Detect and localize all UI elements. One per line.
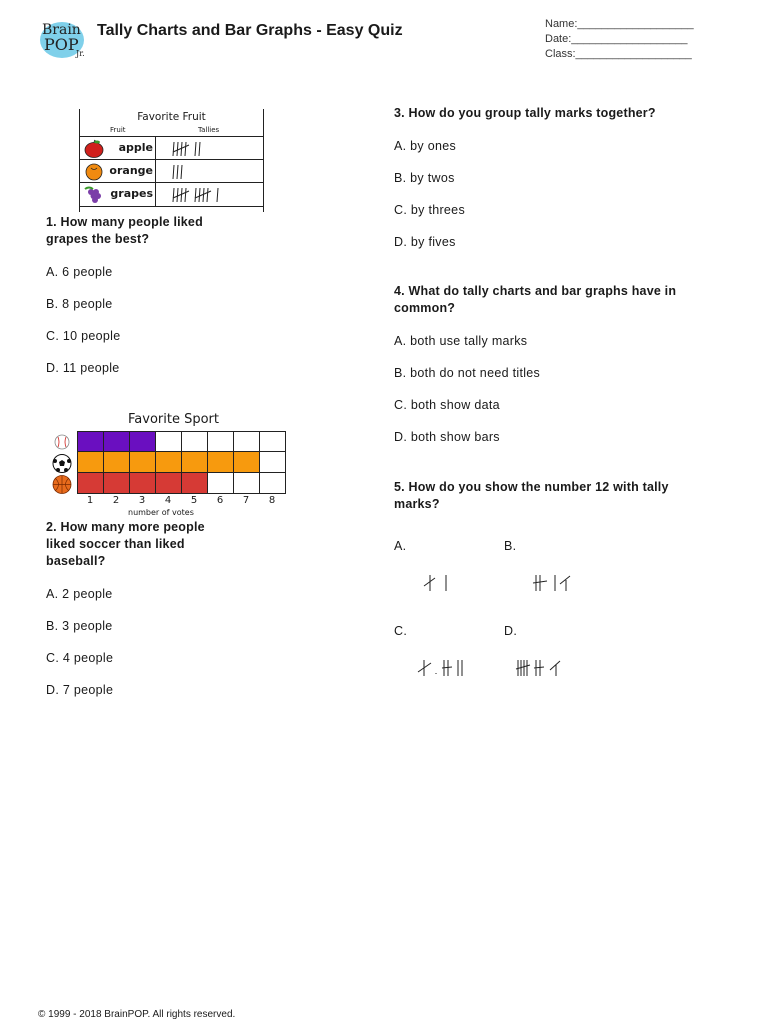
bar-cell-empty bbox=[156, 431, 182, 452]
bar-cell-filled bbox=[130, 473, 156, 494]
question-5-option-b[interactable]: B. bbox=[504, 539, 517, 553]
question-2-prompt: 2. How many more people liked soccer than liked baseball? bbox=[46, 520, 205, 568]
fruit-name-apple: apple bbox=[118, 141, 153, 154]
tally-mark bbox=[173, 142, 174, 156]
chart-title: Favorite Sport bbox=[128, 412, 219, 427]
bar-cell-empty bbox=[208, 473, 234, 494]
x-tick-label: 7 bbox=[242, 495, 250, 506]
x-axis-label: number of votes bbox=[128, 508, 194, 517]
tally-mark bbox=[185, 188, 186, 202]
bar-cell-empty bbox=[260, 452, 286, 473]
question-4-option-b[interactable]: B. both do not need titles bbox=[394, 366, 541, 380]
question-4-prompt: 4. What do tally charts and bar graphs have in common? bbox=[394, 284, 677, 315]
tally-mark bbox=[199, 188, 200, 202]
bar-cell-filled bbox=[130, 431, 156, 452]
question-1-option-a[interactable]: A. 6 people bbox=[46, 265, 113, 279]
grapes-icon bbox=[83, 185, 105, 204]
x-tick-label: 3 bbox=[138, 495, 146, 506]
svg-text:Brain: Brain bbox=[42, 22, 81, 38]
bar-cell-empty bbox=[208, 431, 234, 452]
bar-cell-empty bbox=[260, 473, 286, 494]
tally-mark bbox=[177, 142, 178, 156]
tally-mark bbox=[177, 188, 178, 202]
tally-mark bbox=[173, 165, 174, 179]
favorite-sport-chart bbox=[48, 410, 288, 520]
fruit-table-title: Favorite Fruit bbox=[137, 111, 206, 123]
tally-mark bbox=[181, 188, 182, 202]
question-1-option-b[interactable]: B. 8 people bbox=[46, 297, 113, 311]
fruit-row-grapes bbox=[80, 182, 263, 207]
tally-mark bbox=[199, 142, 200, 156]
bar-cell-filled bbox=[182, 452, 208, 473]
baseball-icon bbox=[48, 432, 74, 453]
bar-cell-empty bbox=[234, 473, 260, 494]
tally-mark bbox=[207, 188, 208, 202]
question-5-option-d[interactable]: D. bbox=[504, 624, 518, 638]
question-5-prompt: 5. How do you show the number 12 with tally marks? bbox=[394, 480, 669, 511]
tally-mark bbox=[217, 188, 218, 202]
x-tick-label: 5 bbox=[190, 495, 198, 506]
bar-cell-empty bbox=[182, 431, 208, 452]
x-tick-label: 1 bbox=[86, 495, 94, 506]
question-5-option-c[interactable]: C. bbox=[394, 624, 408, 638]
tally-marks-apple bbox=[170, 139, 230, 158]
basketball-icon bbox=[48, 474, 74, 495]
x-tick-label: 4 bbox=[164, 495, 172, 506]
date-field[interactable]: Date:___________________ bbox=[545, 33, 688, 45]
bar-cell-filled bbox=[78, 473, 104, 494]
question-3-option-c[interactable]: C. by threes bbox=[394, 203, 465, 217]
svg-text:Jr.: Jr. bbox=[76, 49, 85, 58]
bar-cell-filled bbox=[182, 473, 208, 494]
bar-baseball bbox=[78, 431, 286, 452]
bar-cell-filled bbox=[78, 452, 104, 473]
bar-cell-filled bbox=[78, 431, 104, 452]
tally-option-a-image bbox=[420, 572, 460, 594]
bar-basketball bbox=[78, 473, 286, 494]
question-4-option-c[interactable]: C. both show data bbox=[394, 398, 500, 412]
sport-bar-grid bbox=[77, 431, 286, 494]
question-2-option-d[interactable]: D. 7 people bbox=[46, 683, 114, 697]
fruit-name-orange: orange bbox=[109, 164, 153, 177]
tally-mark bbox=[173, 188, 174, 202]
bar-cell-filled bbox=[104, 473, 130, 494]
class-field[interactable]: Class:___________________ bbox=[545, 48, 692, 60]
fruit-row-apple bbox=[80, 136, 263, 160]
brainpop-jr-logo bbox=[38, 12, 92, 60]
bar-cell-empty bbox=[260, 431, 286, 452]
question-3-option-b[interactable]: B. by twos bbox=[394, 171, 455, 185]
svg-text:POP: POP bbox=[44, 35, 79, 54]
question-3-option-d[interactable]: D. by fives bbox=[394, 235, 456, 249]
x-tick-label: 8 bbox=[268, 495, 276, 506]
question-2-option-c[interactable]: C. 4 people bbox=[46, 651, 114, 665]
soccer-ball-icon bbox=[48, 453, 74, 474]
page-title: Tally Charts and Bar Graphs - Easy Quiz bbox=[97, 22, 403, 39]
bar-cell-filled bbox=[156, 473, 182, 494]
apple-icon bbox=[83, 139, 105, 158]
bar-cell-filled bbox=[208, 452, 234, 473]
bar-cell-filled bbox=[234, 452, 260, 473]
question-1-prompt: 1. How many people liked grapes the best? bbox=[46, 215, 203, 246]
bar-cell-empty bbox=[234, 431, 260, 452]
fruit-name-grapes: grapes bbox=[110, 187, 153, 200]
copyright-footer: © 1999 - 2018 BrainPOP. All rights reserved. bbox=[38, 1009, 236, 1020]
bar-soccer bbox=[78, 452, 286, 473]
bar-cell-filled bbox=[104, 452, 130, 473]
question-2-option-b[interactable]: B. 3 people bbox=[46, 619, 113, 633]
orange-icon bbox=[83, 162, 105, 181]
bar-cell-filled bbox=[130, 452, 156, 473]
x-tick-label: 6 bbox=[216, 495, 224, 506]
question-3-prompt: 3. How do you group tally marks together? bbox=[394, 106, 656, 120]
question-3-option-a[interactable]: A. by ones bbox=[394, 139, 457, 153]
tally-marks-grapes bbox=[170, 185, 230, 204]
x-tick-label: 2 bbox=[112, 495, 120, 506]
question-4-option-a[interactable]: A. both use tally marks bbox=[394, 334, 528, 348]
tally-mark bbox=[185, 142, 186, 156]
question-4-option-d[interactable]: D. both show bars bbox=[394, 430, 500, 444]
question-5-option-a[interactable]: A. bbox=[394, 539, 407, 553]
tallies-column-header: Tallies bbox=[198, 126, 220, 134]
tally-option-c-image bbox=[414, 657, 470, 679]
question-2-option-a[interactable]: A. 2 people bbox=[46, 587, 113, 601]
tally-mark bbox=[203, 188, 204, 202]
question-1-option-c[interactable]: C. 10 people bbox=[46, 329, 121, 343]
favorite-fruit-table bbox=[79, 109, 264, 212]
tally-marks-orange bbox=[170, 162, 230, 181]
question-1-option-d[interactable]: D. 11 people bbox=[46, 361, 120, 375]
tally-mark bbox=[177, 165, 178, 179]
tally-option-b-image bbox=[528, 572, 578, 594]
tally-option-d-image bbox=[514, 657, 574, 679]
tally-mark bbox=[195, 142, 196, 156]
bar-cell-filled bbox=[156, 452, 182, 473]
bar-cell-filled bbox=[104, 431, 130, 452]
fruit-row-orange bbox=[80, 159, 263, 183]
tally-mark bbox=[181, 165, 182, 179]
tally-mark bbox=[195, 188, 196, 202]
fruit-column-header: Fruit bbox=[110, 126, 126, 134]
name-field[interactable]: Name:___________________ bbox=[545, 18, 694, 30]
tally-mark bbox=[181, 142, 182, 156]
